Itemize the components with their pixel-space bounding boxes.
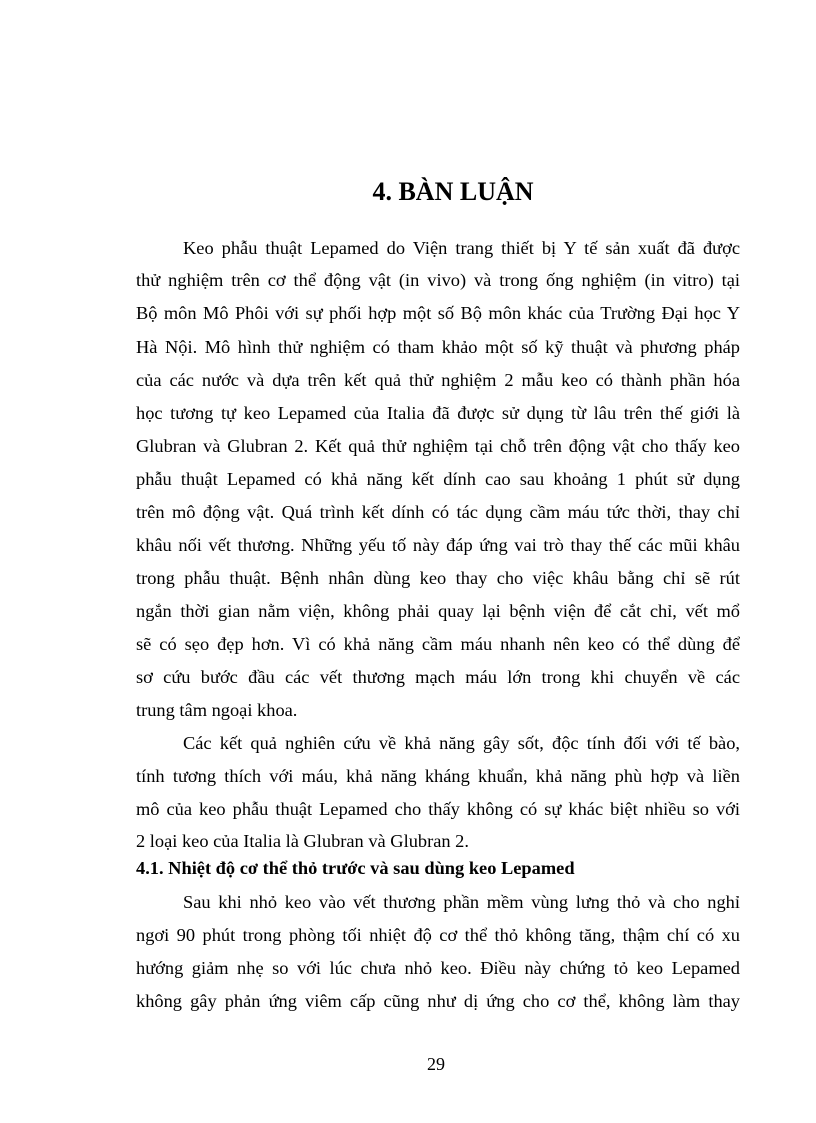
paragraph-line: không gây phản ứng viêm cấp cũng như dị ứng cho cơ thể, không làm thay [136,991,740,1011]
section-heading: 4.1. Nhiệt độ cơ thể thỏ trước và sau dùng keo Lepamed [136,858,575,878]
paragraph-line: Keo phẫu thuật Lepamed do Viện trang thiết bị Y tế sản xuất đã được [183,238,740,258]
paragraph-line: hướng giảm nhẹ so với lúc chưa nhỏ keo. Điều này chứng tỏ keo Lepamed [136,958,740,978]
paragraph-line: Hà Nội. Mô hình thử nghiệm có tham khảo một số kỹ thuật và phương pháp [136,337,740,357]
paragraph-line: trung tâm ngoại khoa. [136,700,298,720]
paragraph-line: sơ cứu bước đầu các vết thương mạch máu lớn trong khi chuyển về các [136,667,740,687]
paragraph-line: của các nước và dựa trên kết quả thử nghiệm 2 mẫu keo có thành phần hóa [136,370,740,390]
paragraph-line: Glubran và Glubran 2. Kết quả thử nghiệm tại chỗ trên động vật cho thấy keo [136,436,740,456]
page-number: 29 [427,1054,445,1074]
paragraph-line: 2 loại keo của Italia là Glubran và Glubran 2. [136,831,469,851]
paragraph-line: Các kết quả nghiên cứu về khả năng gây sốt, độc tính đối với tế bào, [183,733,740,753]
chapter-title: 4. BÀN LUẬN [372,177,534,206]
paragraph-line: Sau khi nhỏ keo vào vết thương phần mềm vùng lưng thỏ và cho nghỉ [183,892,740,912]
paragraph-line: tính tương thích với máu, khả năng kháng khuẩn, khả năng phù hợp và liền [136,766,740,786]
paragraph-line: ngơi 90 phút trong phòng tối nhiệt độ cơ thể thỏ không tăng, thậm chí có xu [136,925,740,945]
paragraph-line: khâu nối vết thương. Những yếu tố này đáp ứng vai trò thay thế các mũi khâu [136,535,740,555]
paragraph-line: Bộ môn Mô Phôi với sự phối hợp một số Bộ môn khác của Trường Đại học Y [136,303,740,323]
paragraph-line: thử nghiệm trên cơ thể động vật (in vivo) và trong ống nghiệm (in vitro) tại [136,270,740,290]
paragraph-line: học tương tự keo Lepamed của Italia đã được sử dụng từ lâu trên thế giới là [136,403,740,423]
paragraph-line: sẽ có sẹo đẹp hơn. Vì có khả năng cầm máu nhanh nên keo có thể dùng để [136,634,740,654]
paragraph-line: ngắn thời gian nằm viện, không phải quay lại bệnh viện để cắt chỉ, vết mổ [136,601,740,621]
paragraph-line: phẫu thuật Lepamed có khả năng kết dính cao sau khoảng 1 phút sử dụng [136,469,740,489]
paragraph-line: mô của keo phẫu thuật Lepamed cho thấy không có sự khác biệt nhiều so với [136,799,740,819]
paragraph-line: trong phẫu thuật. Bệnh nhân dùng keo thay cho việc khâu bằng chỉ sẽ rút [136,568,740,588]
paragraph-line: trên mô động vật. Quá trình kết dính có tác dụng cầm máu tức thời, thay chỉ [136,502,740,522]
